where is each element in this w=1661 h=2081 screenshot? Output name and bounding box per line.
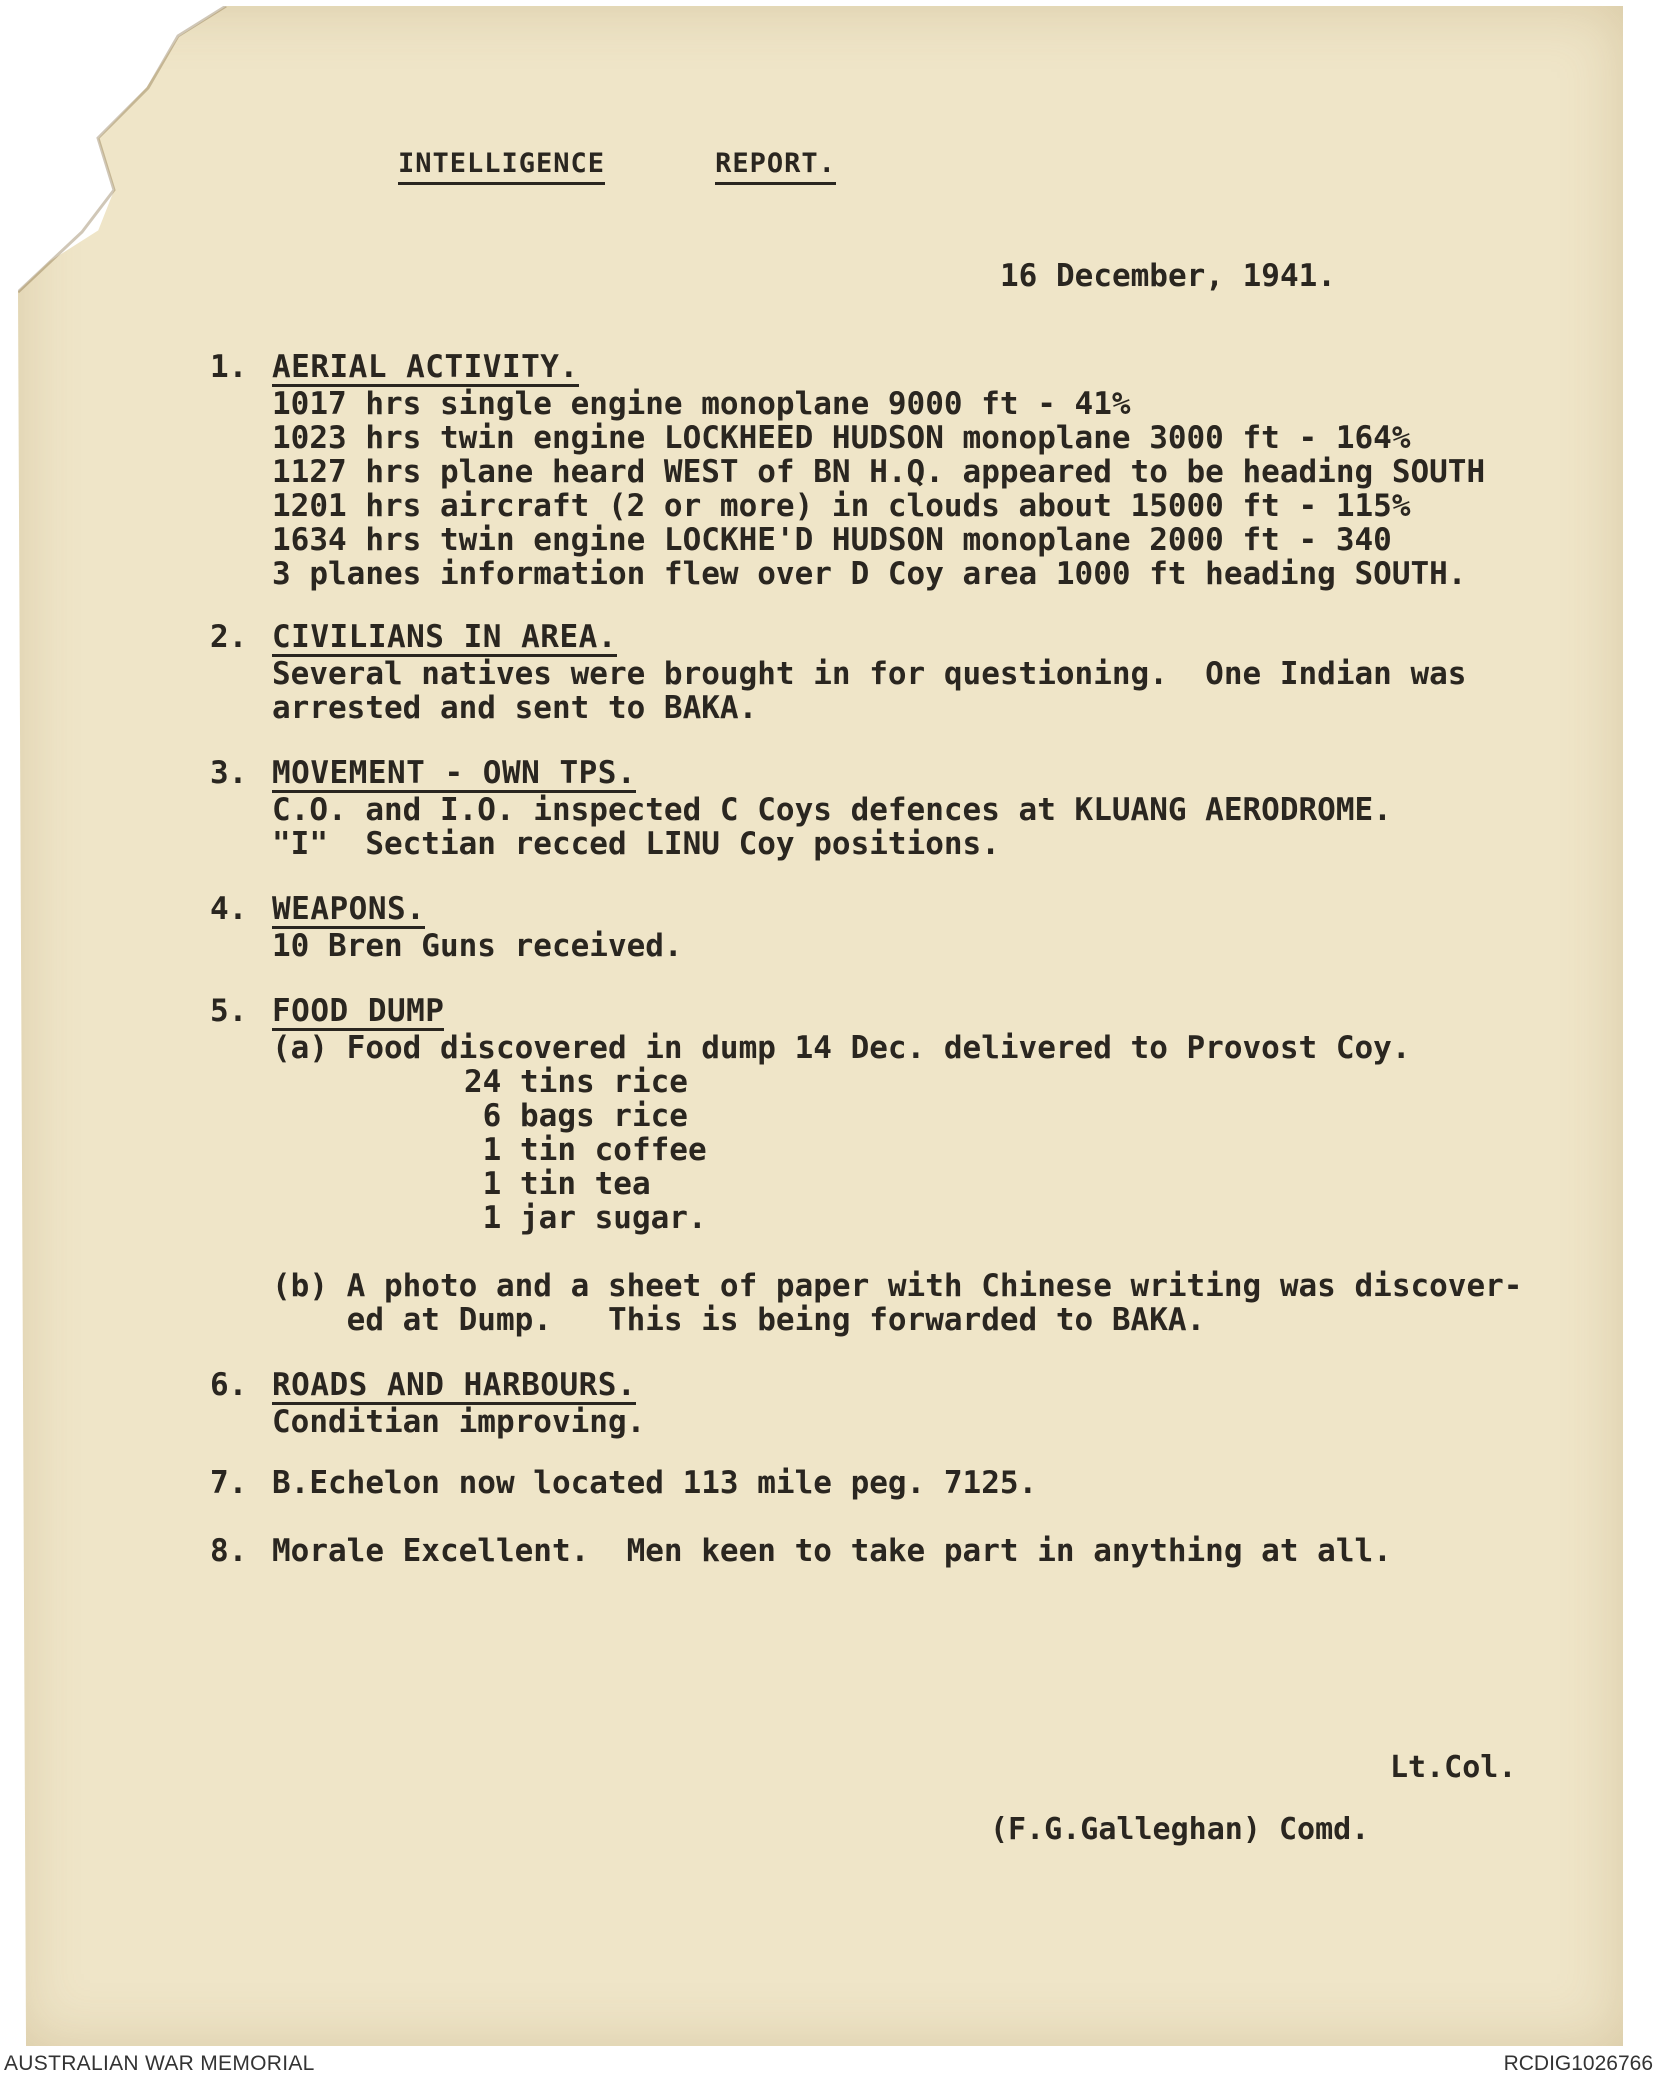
- section-heading: ROADS AND HARBOURS.: [272, 1367, 637, 1403]
- food-list-item: 1 tin coffee: [464, 1132, 707, 1168]
- signature-rank: Lt.Col.: [1390, 1750, 1517, 1785]
- report-line: Morale Excellent. Men keen to take part in anything at all.: [272, 1533, 1392, 1569]
- food-list: [464, 1065, 1522, 1235]
- title-word-report: REPORT.: [715, 148, 836, 185]
- section-weapons: [210, 892, 683, 963]
- report-line: 1023 hrs twin engine LOCKHEED HUDSON monoplane 3000 ft - 164%: [272, 420, 1411, 456]
- section-number: 5.: [210, 993, 248, 1029]
- section-b-echelon: [210, 1466, 1037, 1500]
- food-dump-item-b-line1: (b) A photo and a sheet of paper with Chinese writing was discover-: [272, 1268, 1523, 1304]
- report-title: [398, 148, 836, 185]
- report-line: 1127 hrs plane heard WEST of BN H.Q. appeared to be heading SOUTH: [272, 454, 1486, 490]
- signature-name: (F.G.Galleghan) Comd.: [990, 1812, 1370, 1847]
- section-heading: FOOD DUMP: [272, 993, 445, 1029]
- report-line: 1201 hrs aircraft (2 or more) in clouds about 15000 ft - 115%: [272, 488, 1411, 524]
- report-line: Several natives were brought in for questioning. One Indian was: [272, 656, 1467, 692]
- section-heading: CIVILIANS IN AREA.: [272, 619, 617, 655]
- food-list-item: 24 tins rice: [464, 1064, 688, 1100]
- section-number: 2.: [210, 619, 248, 655]
- report-line: 1017 hrs single engine monoplane 9000 ft - 41%: [272, 386, 1131, 422]
- section-number: 6.: [210, 1367, 248, 1403]
- section-heading: MOVEMENT - OWN TPS.: [272, 755, 637, 791]
- archive-reference-id: RCDIG1026766: [1503, 2052, 1653, 2075]
- report-line: C.O. and I.O. inspected C Coys defences at KLUANG AERODROME.: [272, 792, 1392, 828]
- report-line: 1634 hrs twin engine LOCKHE'D HUDSON monoplane 2000 ft - 340: [272, 522, 1392, 558]
- food-list-item: 1 jar sugar.: [464, 1200, 707, 1236]
- section-number: 4.: [210, 891, 248, 927]
- section-heading: AERIAL ACTIVITY.: [272, 349, 579, 385]
- food-list-item: 6 bags rice: [464, 1098, 688, 1134]
- report-line: arrested and sent to BAKA.: [272, 690, 758, 726]
- report-line: 3 planes information flew over D Coy area 1000 ft heading SOUTH.: [272, 556, 1467, 592]
- section-movement: [210, 756, 1392, 861]
- archive-credit: AUSTRALIAN WAR MEMORIAL: [4, 2052, 315, 2075]
- section-roads-harbours: [210, 1368, 645, 1439]
- section-aerial-activity: [210, 350, 1485, 591]
- report-line: 10 Bren Guns received.: [272, 928, 683, 964]
- section-food-dump: [210, 994, 1522, 1337]
- section-heading: WEAPONS.: [272, 891, 426, 927]
- food-dump-item-a: (a) Food discovered in dump 14 Dec. delivered to Provost Coy.: [272, 1030, 1411, 1066]
- report-line: "I" Sectian recced LINU Coy positions.: [272, 826, 1000, 862]
- section-number: 3.: [210, 755, 248, 791]
- section-morale: [210, 1534, 1392, 1568]
- section-number: 8.: [210, 1533, 248, 1569]
- section-number: 1.: [210, 349, 248, 385]
- food-list-item: 1 tin tea: [464, 1166, 651, 1202]
- section-civilians: [210, 620, 1466, 725]
- food-dump-item-b-line2: ed at Dump. This is being forwarded to BAKA.: [272, 1302, 1206, 1338]
- report-line: Conditian improving.: [272, 1404, 646, 1440]
- report-line: B.Echelon now located 113 mile peg. 7125.: [272, 1465, 1038, 1501]
- report-date: 16 December, 1941.: [1000, 258, 1336, 294]
- section-number: 7.: [210, 1465, 248, 1501]
- title-word-intelligence: INTELLIGENCE: [398, 148, 605, 185]
